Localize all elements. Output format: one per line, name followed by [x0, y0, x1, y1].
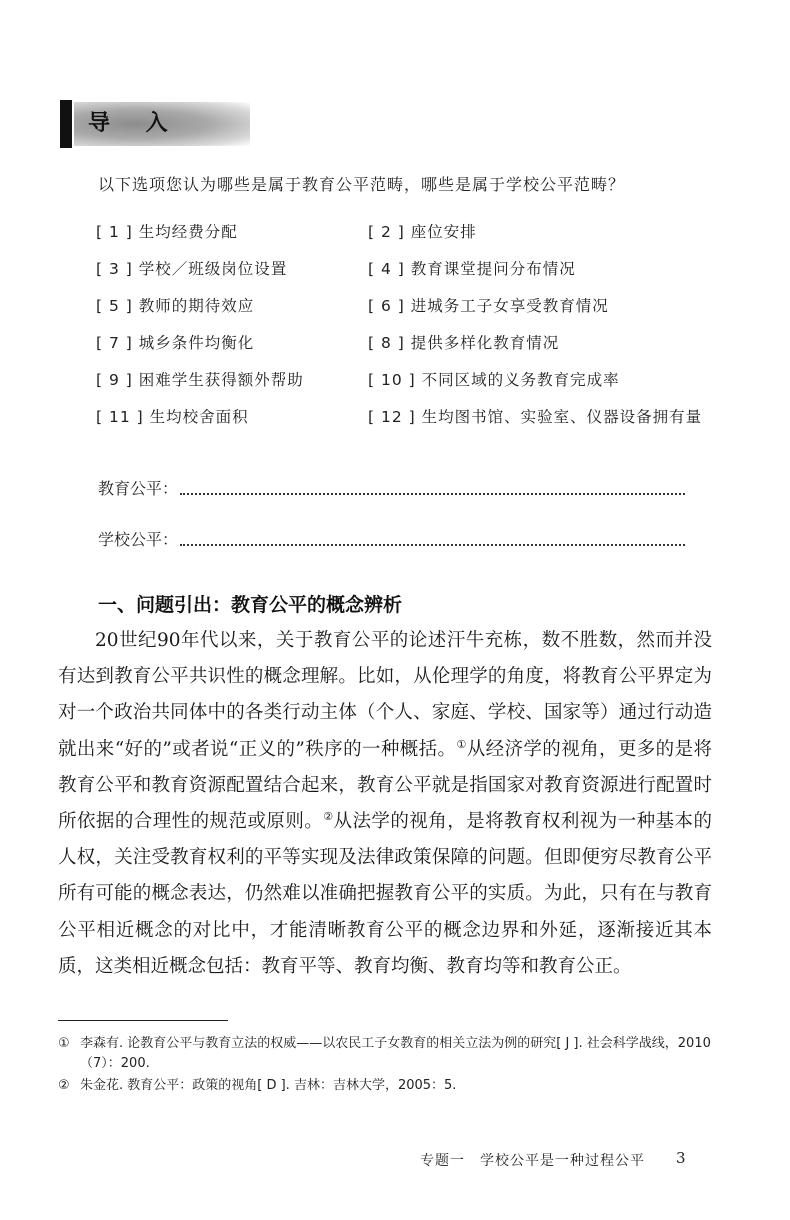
education-fairness-label: 教育公平：: [98, 479, 179, 498]
option-item: [ 3 ] 学校／班级岗位设置: [96, 260, 288, 278]
option-item: [ 6 ] 进城务工子女享受教育情况: [368, 297, 609, 315]
page-number: 3: [676, 1149, 686, 1167]
footnote-number: ①: [58, 1036, 70, 1051]
footnote-ref-1: ①: [456, 737, 467, 751]
footnote: [58, 1076, 718, 1096]
footnotes: [58, 1034, 718, 1098]
option-item: [ 1 ] 生均经费分配: [96, 223, 238, 241]
footnote-divider: [58, 1020, 228, 1021]
intro-question: 以下选项您认为哪些是属于教育公平范畴，哪些是属于学校公平范畴？: [98, 175, 626, 194]
school-fairness-dotted-line: [180, 543, 685, 546]
option-item: [ 5 ] 教师的期待效应: [96, 297, 255, 315]
education-fairness-blank: [98, 476, 685, 499]
option-item: [ 10 ] 不同区域的义务教育完成率: [368, 371, 620, 389]
option-item: [ 2 ] 座位安排: [368, 223, 477, 241]
footnote-ref-2: ②: [323, 809, 334, 823]
running-footer: 专题一 学校公平是一种过程公平: [420, 1153, 645, 1169]
school-fairness-label: 学校公平：: [98, 530, 179, 549]
footnote: [58, 1034, 718, 1074]
intro-header: [60, 100, 260, 148]
intro-header-bar: [60, 100, 72, 148]
education-fairness-dotted-line: [180, 492, 685, 495]
option-item: [ 4 ] 教育课堂提问分布情况: [368, 260, 576, 278]
body-paragraph: [58, 623, 712, 985]
option-item: [ 12 ] 生均图书馆、实验室、仪器设备拥有量: [368, 408, 703, 426]
body-text-part3: 从法学的视角，是将教育权利视为一种基本的人权，关注受教育权利的平等实现及法律政策保障的问题。但即便穷尽教育公平所有可能的概念表达，仍然难以准确把握教育公平的实质。为此，只有在与教育公平相近概念的对比中，才能清晰教育公平的概念边界和外延，逐渐接近其本质，这类相近概念包括：教育平等、教育均衡、教育均等和教育公正。: [58, 811, 712, 977]
footnote-text: 朱金花. 教育公平：政策的视角[ D ]. 吉林：吉林大学，2005：5.: [80, 1078, 457, 1093]
option-item: [ 8 ] 提供多样化教育情况: [368, 334, 560, 352]
intro-title: 导 入: [88, 111, 182, 136]
body-text-part1: 20世纪90年代以来，关于教育公平的论述汗牛充栋，数不胜数，然而并没有达到教育公平共识性的概念理解。比如，从伦理学的角度，将教育公平界定为对一个政治共同体中的各类行动主体（个人、家庭、学校、国家等）通过行动造就出来“好的”或者说“正义的”秩序的一种概括。: [58, 630, 712, 760]
school-fairness-blank: [98, 527, 685, 550]
option-item: [ 7 ] 城乡条件均衡化: [96, 334, 255, 352]
footnote-text: 李森有. 论教育公平与教育立法的权威——以农民工子女教育的相关立法为例的研究[ J ]. 社会科学战线，2010（7）：200.: [80, 1036, 711, 1071]
footnote-number: ②: [58, 1078, 70, 1093]
section-title: 一、问题引出：教育公平的概念辨析: [98, 594, 403, 616]
option-item: [ 9 ] 困难学生获得额外帮助: [96, 371, 304, 389]
option-item: [ 11 ] 生均校舍面积: [96, 408, 249, 426]
body-text-part2: 从经济学的视角，更多的是将教育公平和教育资源配置结合起来，教育公平就是指国家对教育资源进行配置时所依据的合理性的规范或原则。: [58, 738, 712, 833]
